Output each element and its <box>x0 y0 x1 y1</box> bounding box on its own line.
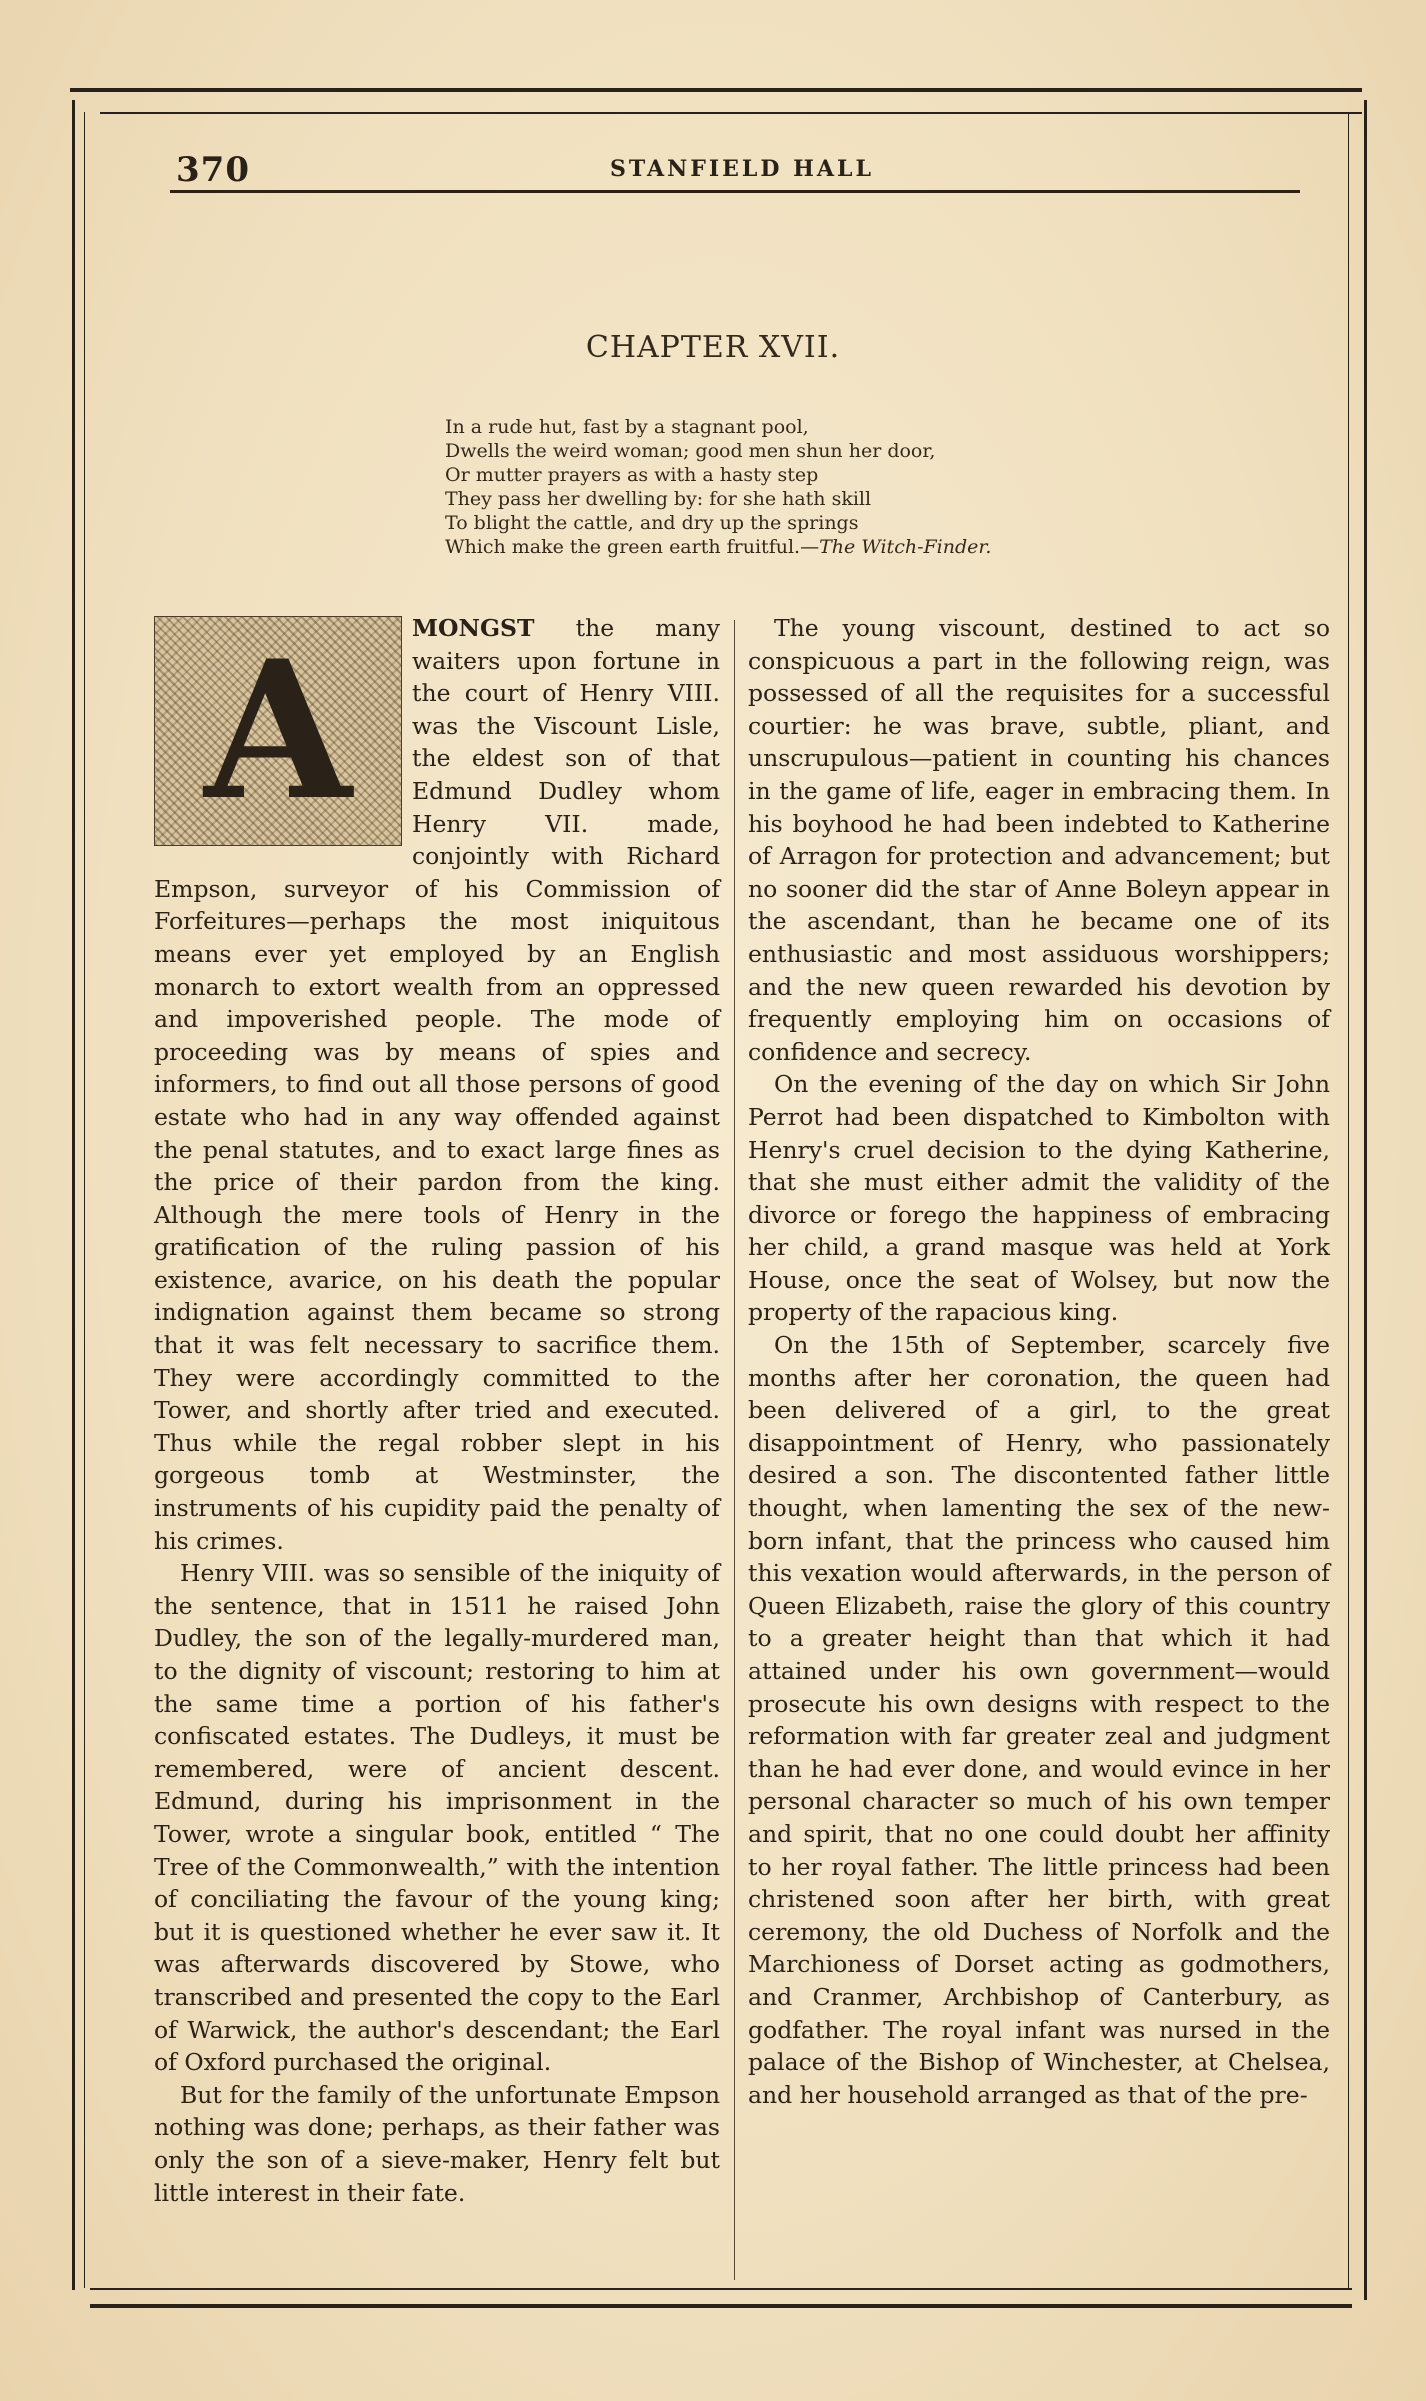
epigraph-last-line <box>445 535 1205 559</box>
paragraph-text: the many waiters upon fortune in the court of Henry VIII. was the Viscount Lisle, the eldest son of that Edmund Dudley whom Henry VII. made, conjointly with Richard Empson, surveyor of his Commission of Forfeitures—perhaps the most iniquitous means ever yet employed by an English monarch to extort wealth from an oppressed and impoverished people. The mode of proceeding was by means of spies and informers, to find out all those persons of good estate who had in any way offended against the penal statutes, and to exact large fines as the price of their pardon from the king. Although the mere tools of Henry in the gratification of the ruling passion of his existence, avarice, on his death the popular indignation against them became so strong that it was felt necessary to sacrifice them. They were accordingly committed to the Tower, and shortly after tried and executed. Thus while the regal robber slept in his gorgeous tomb at Westminster, the instruments of his cupidity paid the penalty of his crimes. <box>154 614 720 1555</box>
frame-rule-left-inner <box>84 112 85 2288</box>
paragraph: On the 15th of September, scarcely five months after her coronation, the queen had been delivered of a girl, to the great disappointment of Henry, who passionately desired a son. The discontented father little thought, when lamenting the sex of the new-born infant, that the princess who caused him this vexation would afterwards, in the person of Queen Elizabeth, raise the glory of this country to a greater height than that which it had attained under his own government—would prosecute his own designs with respect to the reformation with far greater zeal and judgment than he had ever done, and would evince in her personal character so much of his own temper and spirit, that no one could doubt her affinity to her royal father. The little princess had been christened soon after her birth, with great ceremony, the old Duchess of Norfolk and the Marchioness of Dorset acting as godmothers, and Cranmer, Archbishop of Canterbury, as godfather. The royal infant was nursed in the palace of the Bishop of Winchester, at Chelsea, and her household arranged as that of the pre- <box>748 1331 1330 2109</box>
epigraph-line: They pass her dwelling by: for she hath skill <box>445 488 872 510</box>
epigraph-source: The Witch-Finder. <box>819 536 992 558</box>
frame-rule-bottom-inner <box>90 2288 1352 2290</box>
right-column <box>748 612 1330 2111</box>
frame-rule-bottom <box>90 2304 1352 2308</box>
epigraph-line: To blight the cattle, and dry up the springs <box>445 512 859 534</box>
page-header <box>170 150 1300 194</box>
column-divider <box>734 620 735 2280</box>
epigraph-line-text: Which make the green earth fruitful.— <box>445 536 820 558</box>
frame-rule-right <box>1364 100 1367 2300</box>
paragraph: On the evening of the day on which Sir John Perrot had been dispatched to Kimbolton with Henry's cruel decision to the dying Katherine, that she must either admit the validity of the divorce or forego the happiness of embracing her child, a grand masque was held at York House, once the seat of Wolsey, but now the property of the rapacious king. <box>748 1070 1330 1327</box>
paragraph <box>154 612 720 1557</box>
drop-cap-initial: A <box>154 616 402 846</box>
frame-rule-top-inner <box>100 112 1362 114</box>
paragraph: The young viscount, destined to act so conspicuous a part in the following reign, was possessed of all the requisites for a successful courtier: he was brave, subtle, pliant, and unscrupulous—patient in counting his chances in the game of life, eager in embracing them. In his boyhood he had been indebted to Katherine of Arragon for protection and advancement; but no sooner did the star of Anne Boleyn appear in the ascendant, than he became one of its enthusiastic and most assiduous worshippers; and the new queen rewarded his devotion by frequently employing him on occasions of confidence and secrecy. <box>748 614 1330 1066</box>
running-head: STANFIELD HALL <box>610 156 874 182</box>
paragraph: But for the family of the unfortunate Empson nothing was done; perhaps, as their father was only the son of a sieve-maker, Henry felt but little interest in their fate. <box>154 2080 720 2207</box>
left-column <box>154 612 720 2209</box>
epigraph <box>445 415 1205 559</box>
paragraph: Henry VIII. was so sensible of the iniquity of the sentence, that in 1511 he raised John Dudley, the son of the legally-murdered man, to the dignity of viscount; restoring to him at the same time a portion of his father's confiscated estates. The Dudleys, it must be remembered, were of ancient descent. Edmund, during his imprisonment in the Tower, wrote a singular book, entitled “ The Tree of the Commonwealth,” with the intention of conciliating the favour of the young king; but it is questioned whether he ever saw it. It was afterwards discovered by Stowe, who transcribed and presented the copy to the Earl of Warwick, the author's descendant; the Earl of Oxford purchased the original. <box>154 1559 720 2077</box>
epigraph-line: Dwells the weird woman; good men shun her door, <box>445 440 936 462</box>
frame-rule-top <box>70 88 1362 92</box>
frame-rule-left <box>72 100 75 2290</box>
chapter-title: CHAPTER XVII. <box>585 330 841 365</box>
epigraph-line: In a rude hut, fast by a stagnant pool, <box>445 416 809 438</box>
epigraph-line: Or mutter prayers as with a hasty step <box>445 464 819 486</box>
header-rule <box>170 190 1300 193</box>
page-number: 370 <box>176 150 250 190</box>
frame-rule-right-inner <box>1348 112 1349 2288</box>
drop-cap-word: MONGST <box>412 614 535 642</box>
